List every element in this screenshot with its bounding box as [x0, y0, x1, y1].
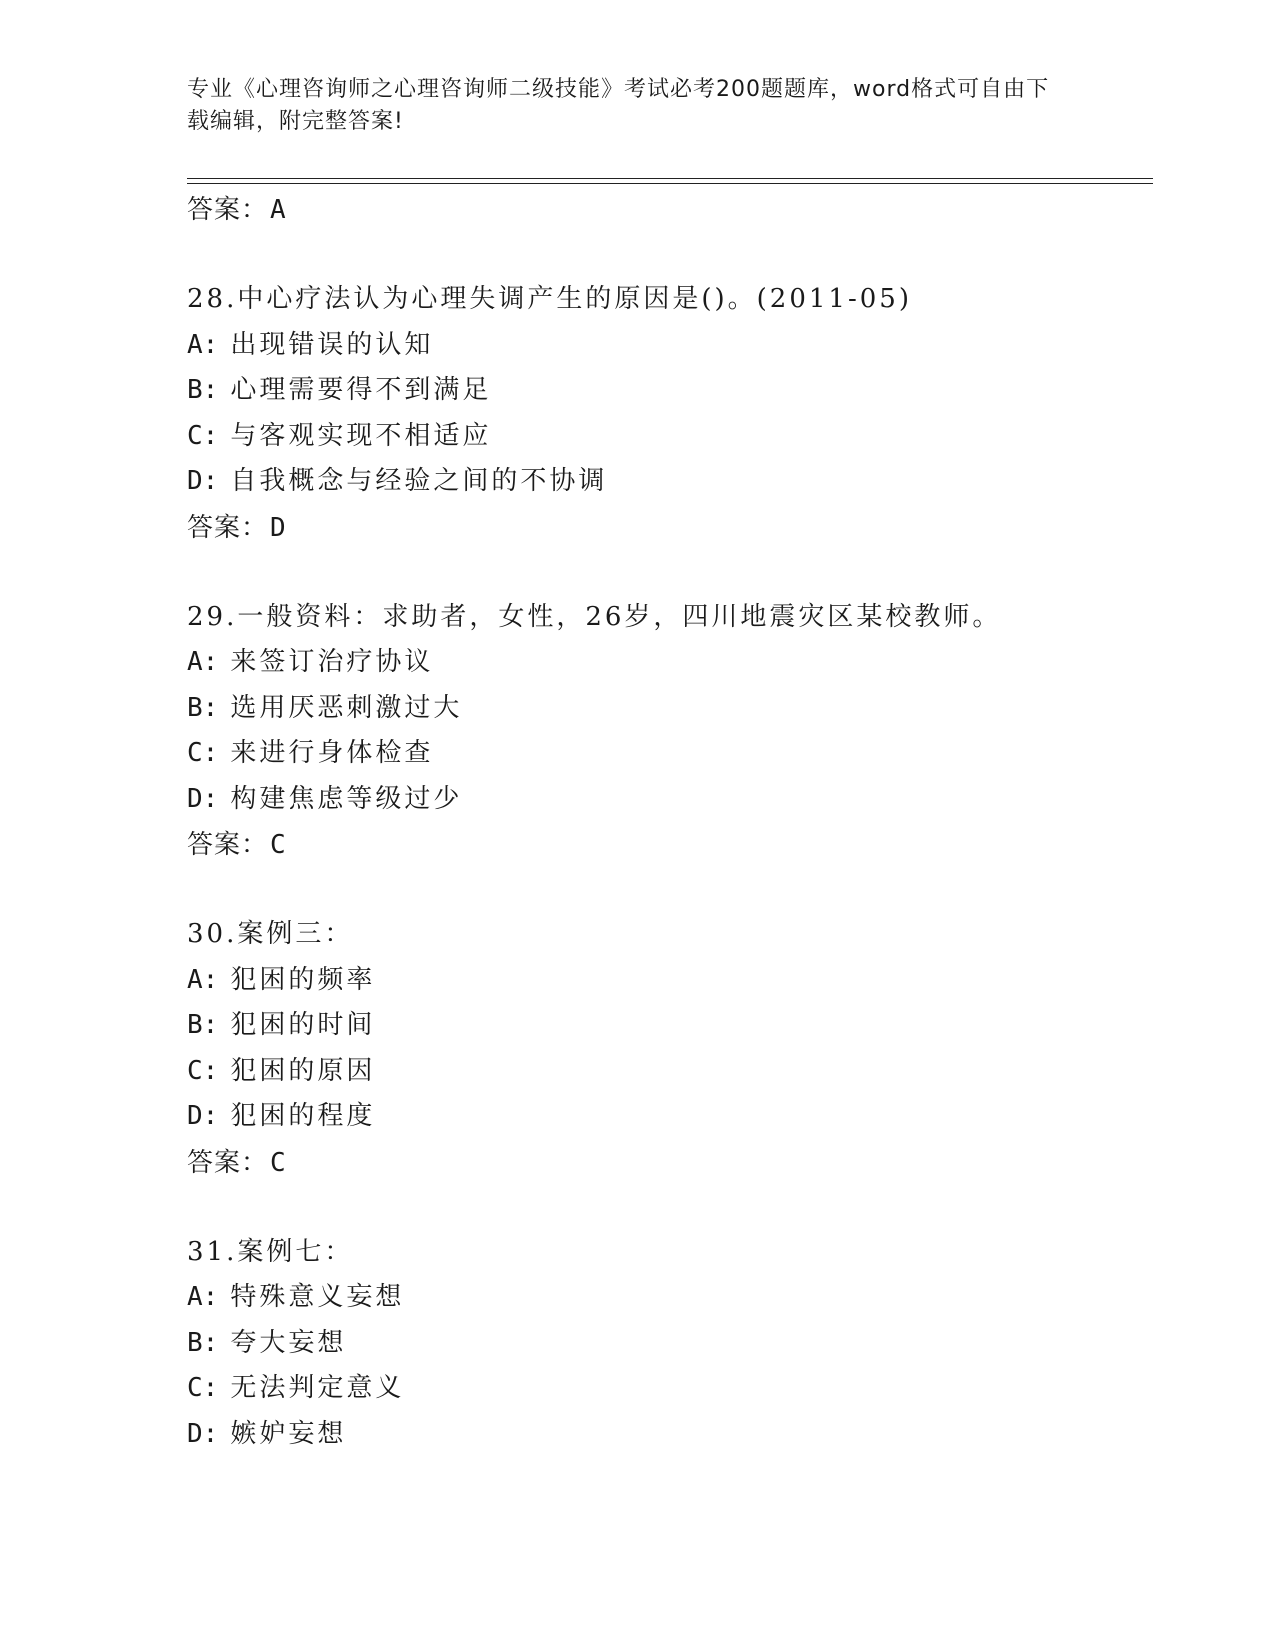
- option-key: A:: [187, 647, 219, 677]
- answer-value: C: [270, 1147, 287, 1178]
- option-key: D:: [187, 783, 219, 814]
- option-a: [187, 323, 1147, 369]
- question-28: [187, 277, 1147, 551]
- question-31: [187, 1230, 1147, 1458]
- option-b: [187, 1321, 1147, 1367]
- option-key: A:: [187, 964, 219, 995]
- option-a: [187, 1275, 1147, 1321]
- question-answer: [187, 505, 1147, 551]
- header-divider-bottom: [187, 183, 1153, 184]
- question-answer: [187, 822, 1147, 868]
- question-list: [187, 187, 1147, 1457]
- option-key: B:: [187, 692, 219, 723]
- option-d: [187, 459, 1147, 505]
- option-b: [187, 686, 1147, 732]
- option-key: C:: [187, 738, 219, 768]
- option-d: [187, 777, 1147, 823]
- option-key: D:: [187, 466, 219, 496]
- option-c: [187, 1049, 1147, 1095]
- option-key: A:: [187, 329, 219, 360]
- option-d: [187, 1094, 1147, 1140]
- option-key: A:: [187, 1282, 219, 1312]
- header-divider-top: [187, 178, 1153, 179]
- option-key: B:: [187, 1010, 219, 1040]
- option-key: C:: [187, 420, 219, 451]
- option-text: 心理需要得不到满足: [230, 375, 492, 405]
- option-text: 与客观实现不相适应: [230, 420, 492, 451]
- answer-value: C: [270, 830, 287, 860]
- question-title: 30.案例三：: [187, 919, 354, 949]
- document-intro: 专业《心理咨询师之心理咨询师二级技能》考试必考200题题库，word格式可自由下载编辑，附完整答案!: [187, 77, 1050, 134]
- answer-value: D: [270, 512, 287, 543]
- answer-label: 答案：: [187, 1147, 269, 1178]
- option-text: 构建焦虑等级过少: [230, 783, 463, 814]
- option-text: 出现错误的认知: [230, 329, 434, 360]
- question-29: [187, 595, 1147, 869]
- option-d: [187, 1412, 1147, 1458]
- question-title: 31.案例七：: [187, 1236, 354, 1267]
- answer-label: 答案：: [187, 195, 269, 225]
- option-text: 特殊意义妄想: [230, 1282, 405, 1312]
- option-c: [187, 731, 1147, 777]
- option-text: 犯困的程度: [230, 1101, 376, 1131]
- answer-label: 答案：: [187, 830, 269, 860]
- question-30: [187, 912, 1147, 1186]
- answer-value: A: [270, 195, 287, 225]
- option-text: 夸大妄想: [230, 1327, 347, 1358]
- option-text: 嫉妒妄想: [230, 1418, 347, 1449]
- option-text: 无法判定意义: [230, 1373, 405, 1403]
- option-key: B:: [187, 375, 219, 405]
- option-text: 来进行身体检查: [230, 738, 434, 768]
- previous-question-answer: [187, 187, 1147, 233]
- answer-label: 答案：: [187, 512, 269, 543]
- option-text: 来签订治疗协议: [230, 647, 434, 677]
- question-title: 28.中心疗法认为心理失调产生的原因是()。(2011-05): [187, 284, 912, 314]
- question-answer: [187, 1140, 1147, 1186]
- option-text: 自我概念与经验之间的不协调: [230, 466, 608, 496]
- option-text: 选用厌恶刺激过大: [230, 692, 463, 723]
- option-text: 犯困的时间: [230, 1010, 376, 1040]
- option-key: B:: [187, 1327, 219, 1358]
- question-title: 29.一般资料：求助者，女性，26岁，四川地震灾区某校教师。: [187, 601, 1002, 632]
- option-b: [187, 1003, 1147, 1049]
- option-text: 犯困的原因: [230, 1055, 376, 1086]
- option-b: [187, 368, 1147, 414]
- option-c: [187, 414, 1147, 460]
- option-a: [187, 958, 1147, 1004]
- option-key: C:: [187, 1055, 219, 1086]
- option-key: D:: [187, 1418, 219, 1449]
- option-text: 犯困的频率: [230, 964, 376, 995]
- option-c: [187, 1366, 1147, 1412]
- option-a: [187, 640, 1147, 686]
- option-key: D:: [187, 1101, 219, 1131]
- option-key: C:: [187, 1373, 219, 1403]
